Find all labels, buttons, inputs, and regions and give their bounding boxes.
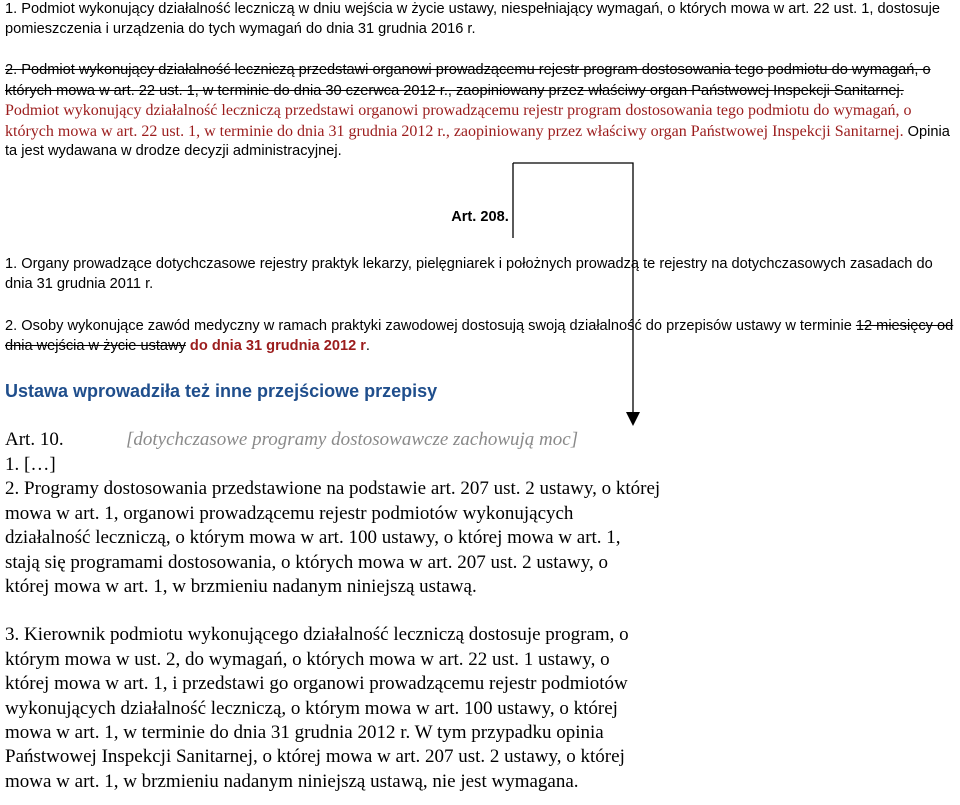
item-line: 3. Kierownik podmiotu wykonującego działalność leczniczą dostosuje program, o bbox=[5, 624, 629, 646]
item-line: stają się programami dostosowania, o których mowa w art. 207 ust. 2 ustawy, o bbox=[5, 551, 608, 573]
item-line: którym mowa w ust. 2, do wymagań, o których mowa w art. 22 ust. 1 ustawy, o bbox=[5, 648, 610, 670]
article-10-title: [dotychczasowe programy dostosowawcze zachowują moc] bbox=[126, 429, 579, 450]
article-10-header bbox=[5, 428, 578, 452]
article-208-heading: Art. 208. bbox=[451, 209, 509, 225]
article-10-item-1: 1. […] bbox=[5, 454, 56, 475]
item-line: wykonujących działalność leczniczą, o którym mowa w art. 100 ustawy, o której bbox=[5, 697, 618, 719]
item-line: której mowa w art. 1, w brzmieniu nadanym niniejszą ustawą. bbox=[5, 576, 477, 598]
article-10-item-2 bbox=[5, 477, 785, 599]
art207-paragraph-2 bbox=[5, 61, 954, 162]
item-line: mowa w art. 1, w brzmieniu nadanym niniejszą ustawą, nie jest wymagana. bbox=[5, 770, 579, 792]
paragraph-tail-text: Opinia ta jest wydawana w drodze decyzji administracyjnej. bbox=[5, 123, 950, 159]
paragraph-lead-text: 2. Osoby wykonujące zawód medyczny w ramach praktyki zawodowej dostosują swoją działalność do przepisów ustawy w terminie bbox=[5, 318, 856, 334]
paragraph-end-text: . bbox=[365, 337, 370, 354]
inserted-text: do dnia 31 grudnia 2012 r bbox=[185, 337, 366, 354]
paragraph-text: 1. Organy prowadzące dotychczasowe rejestry praktyk lekarzy, pielęgniarek i położnych prowadzą te rejestry na dotychczasowych zasadach do dnia 31 grudnia 2011 r. bbox=[5, 256, 933, 292]
art207-paragraph-1 bbox=[5, 0, 954, 39]
item-line: działalność leczniczą, o którym mowa w art. 100 ustawy, o której mowa w art. 1, bbox=[5, 527, 621, 549]
article-10-label: Art. 10. bbox=[5, 429, 64, 450]
item-line: 2. Programy dostosowania przedstawione na podstawie art. 207 ust. 2 ustawy, o której bbox=[5, 478, 661, 500]
struck-text: 12 miesięcy od dnia wejścia w życie ustawy bbox=[5, 318, 954, 354]
paragraph-text: 1. Podmiot wykonujący działalność leczniczą w dniu wejścia w życie ustawy, niespełniający wymagań, o których mowa w art. 22 ust. 1, dostosuje pomieszczenia i urządzenia do tych wymagań do dnia 31 grudnia 2016 r. bbox=[5, 1, 940, 37]
section-heading: Ustawa wprowadziła też inne przejściowe przepisy bbox=[5, 381, 438, 401]
art208-paragraph-2 bbox=[5, 317, 954, 356]
item-line: mowa w art. 1, organowi prowadzącemu rejestr podmiotów wykonujących bbox=[5, 502, 574, 524]
inserted-text: Podmiot wykonujący działalność leczniczą przedstawi organowi prowadzącemu rejestr program dostosowania tego podmiotu do wymagań, o których mowa w art. 22 ust. 1, w terminie do dnia 31 grudnia 2012 r., zaopiniowany przez właściwy organ Państwowej Inspekcji Sanitarnej. bbox=[5, 102, 912, 140]
struck-text: 2. Podmiot wykonujący działalność leczniczą przedstawi organowi prowadzącemu rejestr program dostosowania tego podmiotu do wymagań, o których mowa w art. 22 ust. 1, w terminie do dnia 30 czerwca 2012 r., zaopiniowany przez właściwy organ Państwowej Inspekcji Sanitarnej. bbox=[5, 62, 931, 99]
spacer bbox=[5, 599, 785, 623]
art208-paragraph-1 bbox=[5, 255, 954, 294]
item-line: Państwowej Inspekcji Sanitarnej, o której mowa w art. 207 ust. 2 ustawy, o której bbox=[5, 746, 625, 768]
article-10-item-3 bbox=[5, 623, 785, 794]
item-line: mowa w art. 1, w terminie do dnia 31 grudnia 2012 r. W tym przypadku opinia bbox=[5, 722, 604, 744]
arrow-head-down-icon bbox=[626, 412, 640, 426]
article-10-body bbox=[5, 453, 785, 794]
item-line: której mowa w art. 1, i przedstawi go organowi prowadzącemu rejestr podmiotów bbox=[5, 673, 628, 695]
